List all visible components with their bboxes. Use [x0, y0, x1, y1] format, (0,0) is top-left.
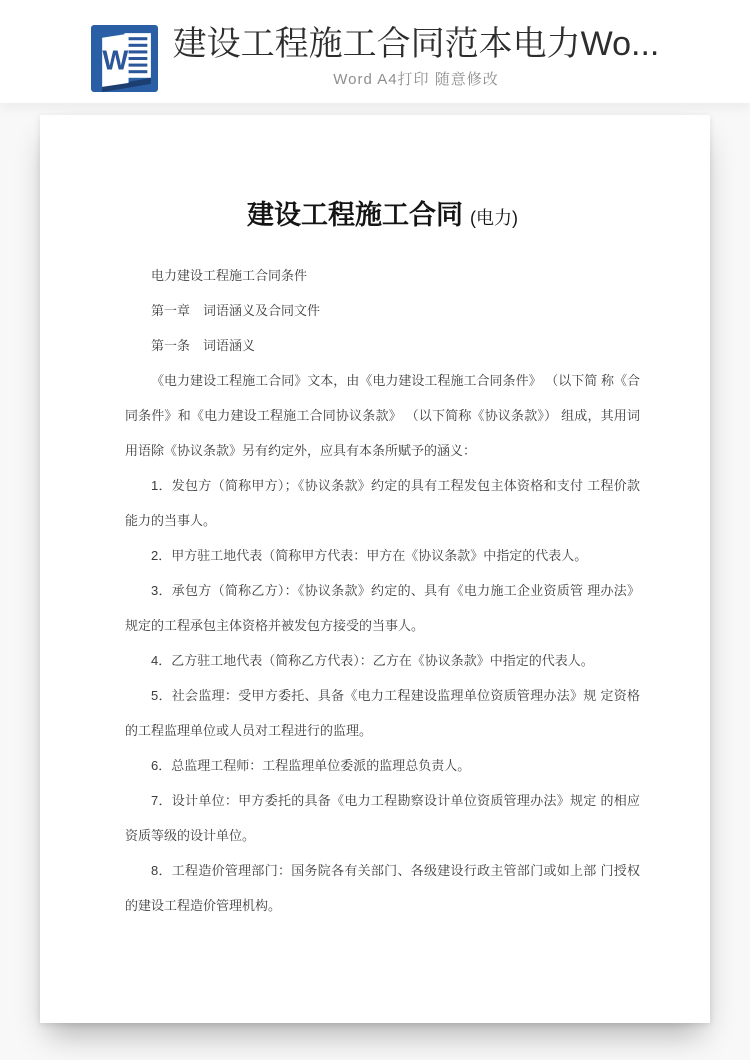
svg-text:W: W [102, 44, 128, 76]
document-body [125, 258, 640, 923]
paragraph: 第一条 词语涵义 [151, 338, 256, 353]
paragraph: 3．承包方（简称乙方）：《协议条款》约定的、具有《电力施工企业资质管 理办法》规定的工程承包主体资格并被发包方接受的当事人。 [125, 583, 640, 633]
document-title [125, 195, 640, 236]
header-texts [173, 25, 660, 89]
paragraph: 4．乙方驻工地代表（简称乙方代表）：乙方在《协议条款》中指定的代表人。 [151, 653, 594, 668]
document-page [40, 115, 710, 1023]
document-title-main: 建设工程施工合同 [247, 200, 463, 230]
paragraph: 8．工程造价管理部门：国务院各有关部门、各级建设行政主管部门或如上部 门授权的建设工程造价管理机构。 [125, 863, 640, 913]
preview-area [0, 103, 750, 1023]
header-title: 建设工程施工合同范本电力Wo... [172, 25, 660, 63]
header [0, 0, 750, 103]
document-title-suffix: (电力) [470, 208, 518, 228]
header-inner [0, 25, 750, 92]
paragraph: 1．发包方（简称甲方）；《协议条款》约定的具有工程发包主体资格和支付 工程价款能力的当事人。 [125, 478, 640, 528]
header-subtitle: Word A4打印 随意修改 [333, 71, 499, 89]
word-icon [91, 25, 158, 92]
paragraph: 7．设计单位：甲方委托的具备《电力工程勘察设计单位资质管理办法》规定 的相应资质等级的设计单位。 [125, 793, 640, 843]
paragraph: 《电力建设工程施工合同》文本，由《电力建设工程施工合同条件》 （以下简 称《合同条件》和《电力建设工程施工合同协议条款》 （以下简称《协议条款》） 组成，其用词用语除《协议条款》另有约定外，应具有本条所赋予的涵义： [125, 373, 640, 458]
paragraph: 6．总监理工程师：工程监理单位委派的监理总负责人。 [151, 758, 471, 773]
paragraph: 电力建设工程施工合同条件 [151, 268, 308, 283]
paragraph: 第一章 词语涵义及合同文件 [151, 303, 321, 318]
paragraph: 2．甲方驻工地代表（简称甲方代表：甲方在《协议条款》中指定的代表人。 [151, 548, 588, 563]
paragraph: 5．社会监理：受甲方委托、具备《电力工程建设监理单位资质管理办法》规 定资格的工程监理单位或人员对工程进行的监理。 [125, 688, 640, 738]
